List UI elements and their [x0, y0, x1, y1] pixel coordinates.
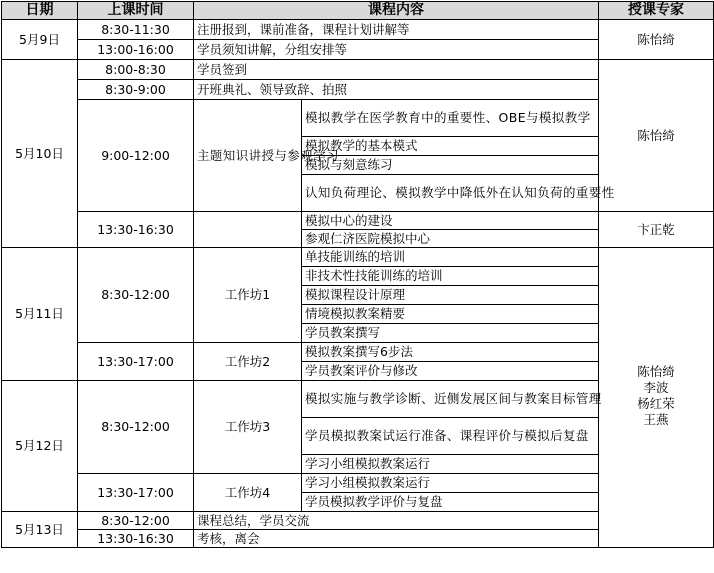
content-cell: 学员模拟教案试运行准备、课程评价与模拟后复盘: [302, 418, 599, 455]
content-cell: 模拟教学在医学教育中的重要性、OBE与模拟教学: [302, 100, 599, 137]
time-cell: 8:30-9:00: [78, 80, 194, 100]
header-time: 上课时间: [78, 2, 194, 20]
header-date: 日期: [2, 2, 78, 20]
table-row: [2, 60, 714, 80]
date-cell: 5月11日: [2, 248, 78, 381]
header-expert: 授课专家: [599, 2, 714, 20]
expert-cell: [599, 248, 714, 548]
content-cell: 学员模拟教学评价与复盘: [302, 493, 599, 512]
content-cell: 学员教案评价与修改: [302, 362, 599, 381]
date-cell: 5月10日: [2, 60, 78, 248]
time-cell: 8:30-12:00: [78, 248, 194, 343]
time-cell: 13:30-17:00: [78, 343, 194, 381]
expert-cell: 陈怡绮: [599, 20, 714, 60]
schedule-table: [1, 1, 714, 548]
time-cell: 8:30-11:30: [78, 20, 194, 40]
content-cell: 学员教案撰写: [302, 324, 599, 343]
expert-name: 王燕: [643, 412, 669, 427]
date-cell: 5月9日: [2, 20, 78, 60]
content-cell: 情境模拟教案精要: [302, 305, 599, 324]
content-cell: 模拟课程设计原理: [302, 286, 599, 305]
time-cell: 9:00-12:00: [78, 100, 194, 212]
content-cell: 单技能训练的培训: [302, 248, 599, 267]
content-cell: 非技术性技能训练的培训: [302, 267, 599, 286]
expert-name: 杨红荣: [637, 396, 675, 411]
table-row: [2, 20, 714, 40]
table-row: [2, 212, 714, 230]
content-cell: 学习小组模拟教案运行: [302, 474, 599, 493]
table-row: [2, 248, 714, 267]
expert-name: 陈怡绮: [637, 364, 675, 379]
time-cell: 13:30-16:30: [78, 212, 194, 248]
content-cell: 模拟教案撰写6步法: [302, 343, 599, 362]
topic-cell: 工作坊2: [194, 343, 302, 381]
time-cell: 8:30-12:00: [78, 512, 194, 530]
topic-cell: 工作坊1: [194, 248, 302, 343]
header-content: 课程内容: [194, 2, 599, 20]
topic-cell: 主题知识讲授与参观学习: [194, 100, 302, 212]
header-row: [2, 2, 714, 20]
topic-cell: 工作坊3: [194, 381, 302, 474]
expert-cell: 卞正乾: [599, 212, 714, 248]
content-cell: 注册报到，课前准备，课程计划讲解等: [194, 20, 599, 40]
content-cell: 模拟实施与教学诊断、近侧发展区间与教案目标管理: [302, 381, 599, 418]
time-cell: 8:30-12:00: [78, 381, 194, 474]
content-cell: 学习小组模拟教案运行: [302, 455, 599, 474]
time-cell: 13:30-17:00: [78, 474, 194, 512]
content-cell: 考核，离会: [194, 530, 599, 548]
time-cell: 8:00-8:30: [78, 60, 194, 80]
expert-name: 李波: [643, 380, 669, 395]
content-cell: 模拟与刻意练习: [302, 156, 599, 175]
content-cell: 模拟教学的基本模式: [302, 137, 599, 156]
topic-cell: [194, 212, 302, 248]
expert-cell: 陈怡绮: [599, 60, 714, 212]
time-cell: 13:00-16:00: [78, 40, 194, 60]
date-cell: 5月13日: [2, 512, 78, 548]
content-cell: 课程总结，学员交流: [194, 512, 599, 530]
content-cell: 学员须知讲解，分组安排等: [194, 40, 599, 60]
content-cell: 学员签到: [194, 60, 599, 80]
date-cell: 5月12日: [2, 381, 78, 512]
topic-cell: 工作坊4: [194, 474, 302, 512]
content-cell: 参观仁济医院模拟中心: [302, 230, 599, 248]
content-cell: 开班典礼、领导致辞、拍照: [194, 80, 599, 100]
time-cell: 13:30-16:30: [78, 530, 194, 548]
content-cell: 认知负荷理论、模拟教学中降低外在认知负荷的重要性: [302, 175, 599, 212]
workshop-experts: [602, 248, 710, 428]
content-cell: 模拟中心的建设: [302, 212, 599, 230]
